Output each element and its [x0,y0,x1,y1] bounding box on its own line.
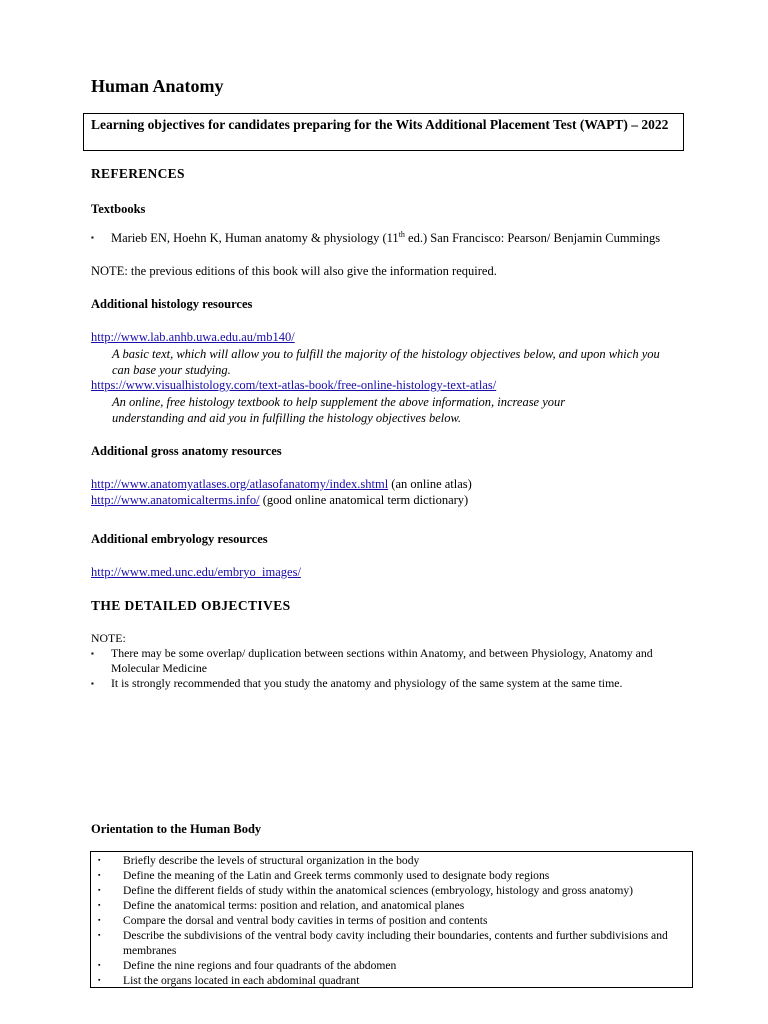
orientation-heading: Orientation to the Human Body [91,822,262,836]
orientation-objectives-table [90,851,693,988]
list-item: ▪ Define the anatomical terms: position and relation, and anatomical planes [95,898,688,913]
list-item: ▪ There may be some overlap/ duplication between sections within Anatomy, and between Physiology, Anatomy and Molecular Medicine [91,646,653,675]
bullet-icon: ▪ [98,976,101,984]
list-item: ▪ Define the meaning of the Latin and Greek terms commonly used to designate body regions [95,868,688,883]
bullet-icon: ▪ [98,961,101,969]
textbook-citation: Marieb EN, Hoehn K, Human anatomy & physiology (11th ed.) San Francisco: Pearson/ Benjamin Cummings [111,229,661,245]
detailed-bullets [91,646,681,691]
gross-anatomy-heading: Additional gross anatomy resources [91,444,282,458]
histology-desc-1: A basic text, which will allow you to fulfill the majority of the histology objectives below, and upon which you can base your studying. [112,347,660,377]
histology-link-1[interactable]: http://www.lab.anhb.uwa.edu.au/mb140/ [91,330,295,344]
bullet-icon: ▪ [98,901,101,909]
bullet-icon: ▪ [91,649,94,658]
gross-link-1[interactable]: http://www.anatomyatlases.org/atlasofanatomy/index.shtml [91,477,389,491]
textbook-note: NOTE: the previous editions of this book will also give the information required. [91,264,497,278]
list-item: ▪ It is strongly recommended that you study the anatomy and physiology of the same system at the same time. [91,676,623,690]
detailed-note: NOTE: [91,631,126,645]
bullet-icon: ▪ [98,871,101,879]
embryology-heading: Additional embryology resources [91,532,268,546]
bullet-icon: ▪ [98,886,101,894]
embryology-link-1[interactable]: http://www.med.unc.edu/embryo_images/ [91,565,301,579]
list-item: ▪ Briefly describe the levels of structural organization in the body [95,853,688,868]
references-heading: REFERENCES [91,166,185,181]
histology-heading: Additional histology resources [91,297,253,311]
bullet-icon: ▪ [91,233,94,242]
histology-desc-2: An online, free histology textbook to help supplement the above information, increase your understanding and aid you in fulfilling the histology objectives below. [112,395,566,425]
list-item: ▪ Define the different fields of study within the anatomical sciences (embryology, histology and gross anatomy) [95,883,688,898]
detailed-objectives-heading: THE DETAILED OBJECTIVES [91,598,291,613]
gross-desc-1: (an online atlas) [388,477,472,491]
bullet-icon: ▪ [98,856,101,864]
gross-line-2 [91,492,468,508]
textbook-item [91,230,681,246]
bullet-icon: ▪ [91,679,94,688]
page-title: Human Anatomy [91,76,224,96]
histology-link-2[interactable]: https://www.visualhistology.com/text-atlas-book/free-online-histology-text-atlas/ [91,378,497,392]
bullet-icon: ▪ [98,916,101,924]
gross-desc-2: (good online anatomical term dictionary) [259,493,469,507]
bullet-icon: ▪ [98,931,101,939]
gross-line-1 [91,476,472,492]
list-item: ▪ Describe the subdivisions of the ventral body cavity including their boundaries, contents and further subdivisions and membranes [95,928,688,958]
list-item: ▪ Compare the dorsal and ventral body cavities in terms of position and contents [95,913,688,928]
objectives-box: Learning objectives for candidates preparing for the Wits Additional Placement Test (WAPT) – 2022 [83,113,684,151]
gross-link-2[interactable]: http://www.anatomicalterms.info/ [91,493,260,507]
list-item: ▪ List the organs located in each abdominal quadrant [95,973,688,988]
list-item: ▪ Define the nine regions and four quadrants of the abdomen [95,958,688,973]
textbooks-heading: Textbooks [91,202,146,216]
